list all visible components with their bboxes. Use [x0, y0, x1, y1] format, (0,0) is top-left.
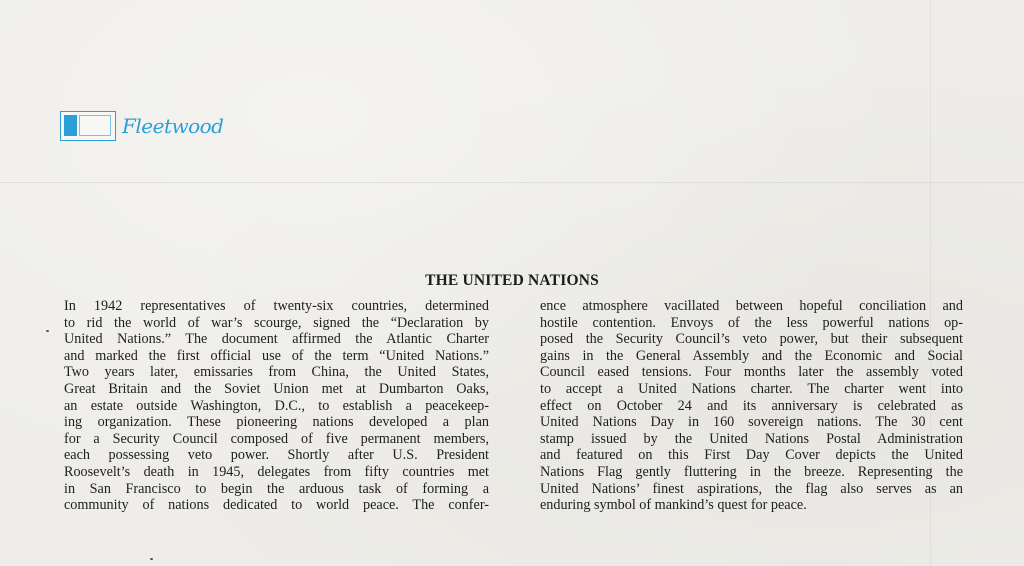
- right-line: stamp issued by the United Nations Postal Administration: [540, 430, 963, 447]
- left-line: each possessing veto power. Shortly after U.S. President: [64, 447, 489, 464]
- right-line: to accept a United Nations charter. The charter went into: [540, 380, 963, 397]
- envelope-flap-edge: [0, 182, 1024, 183]
- right-line: hostile contention. Envoys of the less powerful nations op-: [540, 314, 963, 331]
- left-line: In 1942 representatives of twenty-six countries, determined: [64, 298, 489, 314]
- left-line: to rid the world of war’s scourge, signed the “Declaration by: [64, 314, 489, 331]
- left-line: Great Britain and the Soviet Union met at Dumbarton Oaks,: [64, 380, 489, 397]
- fleetwood-logo: [60, 111, 224, 141]
- article-right-column: [540, 298, 963, 514]
- left-line: ing organization. These pioneering nations developed a plan: [64, 414, 489, 431]
- left-line: United Nations.” The document affirmed the Atlantic Charter: [64, 331, 489, 348]
- paper-speck: [46, 330, 49, 332]
- left-line: for a Security Council composed of five permanent members,: [64, 430, 489, 447]
- right-line: Nations Flag gently fluttering in the breeze. Representing the: [540, 463, 963, 480]
- paper-speck: [150, 558, 153, 560]
- left-line: an estate outside Washington, D.C., to establish a peacekeep-: [64, 397, 489, 414]
- right-line: effect on October 24 and its anniversary is celebrated as: [540, 397, 963, 414]
- left-line: in San Francisco to begin the arduous task of forming a: [64, 480, 489, 497]
- logo-mark-icon: [60, 111, 116, 141]
- left-line: community of nations dedicated to world peace. The confer-: [64, 497, 489, 514]
- article-left-column: [64, 298, 489, 514]
- left-line: Two years later, emissaries from China, the United States,: [64, 364, 489, 381]
- article-title: THE UNITED NATIONS: [425, 272, 599, 289]
- right-line: posed the Security Council’s veto power, but their subsequent: [540, 331, 963, 348]
- left-line: and marked the first official use of the term “United Nations.”: [64, 347, 489, 364]
- right-line: enduring symbol of mankind’s quest for peace.: [540, 497, 807, 514]
- logo-wordmark: Fleetwood: [122, 114, 224, 138]
- right-line: ence atmosphere vacillated between hopeful conciliation and: [540, 298, 963, 314]
- right-line: and featured on this First Day Cover depicts the United: [540, 447, 963, 464]
- right-line: gains in the General Assembly and the Economic and Social: [540, 347, 963, 364]
- left-line: Roosevelt’s death in 1945, delegates from fifty countries met: [64, 463, 489, 480]
- right-line: United Nations Day in 160 sovereign nations. The 30 cent: [540, 414, 963, 431]
- right-line: Council eased tensions. Four months later the assembly voted: [540, 364, 963, 381]
- right-line: United Nations’ finest aspirations, the flag also serves as an: [540, 480, 963, 497]
